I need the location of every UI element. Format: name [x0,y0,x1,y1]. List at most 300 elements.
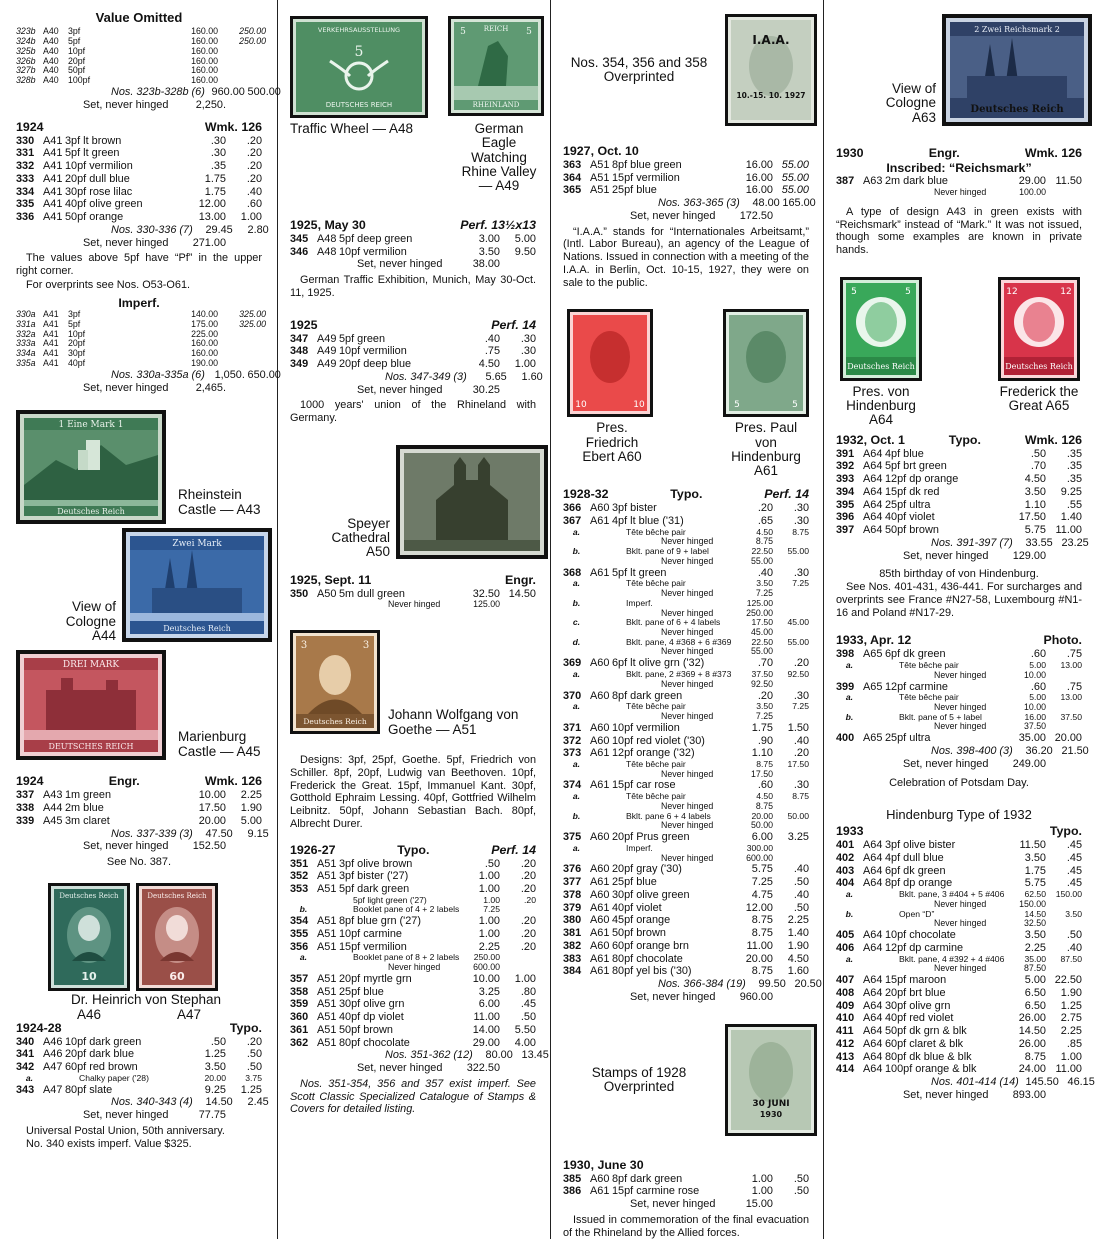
total-row [836,758,1082,771]
catalogue-number: 327b [16,65,36,76]
svg-text:5: 5 [460,27,466,37]
used-value: 1.40 [1060,511,1082,524]
used-value [500,953,536,963]
design-type: A61 [590,747,610,760]
catalogue-number: c. [572,617,581,628]
unused-value: 250.00 [473,952,500,963]
catalogue-row [290,333,536,346]
design-type: A64 [863,1012,883,1025]
never-hinged-row [836,964,1082,974]
description: 25pf ultra [885,498,931,511]
used-value: .85 [1066,1037,1082,1050]
issue-list-1930 [563,1173,809,1211]
unused-value: 3.50 [204,1061,226,1074]
used-value [773,1198,809,1211]
catalogue-number: 354 [290,915,309,928]
stamp-caption: Johann Wolfgang von Goethe — A51 [388,707,519,737]
description: 1m green [65,789,112,802]
stamp-image-ebert [567,309,653,417]
used-value [1046,671,1082,681]
description: 80pf slate [65,1083,113,1096]
used-value [1046,722,1082,732]
description: 50pf dk grn & blk [885,1025,967,1038]
stamp-figure-a46-a47 [16,883,262,1023]
design-type: A51 [590,184,610,197]
unused-value: 3.50 [1024,929,1046,942]
catalogue-number: a. [572,669,581,680]
design-type: A40 [43,55,59,66]
description: 80pf chocolate [612,952,683,965]
used-value: 150.00 [1055,889,1082,900]
catalogue-number: 340 [16,1035,35,1048]
unused-value: .70 [757,657,773,670]
catalogue-number: 385 [563,1172,582,1185]
used-value [226,1109,262,1122]
catalogue-number: 345 [290,232,309,245]
unused-value: 1.10 [751,747,773,760]
design-type [590,670,612,680]
description: 8pf dp orange [885,877,953,890]
used-value [218,57,266,67]
description: 40pf dp violet [339,1011,404,1024]
description: Bklt. pane of 5 + label [899,711,982,722]
used-value: 1.00 [514,972,536,985]
catalogue-row [836,732,1082,745]
catalogue-number: 373 [563,747,582,760]
used-value [773,712,809,722]
column-4 [828,0,1095,1239]
unused-value: 5.75 [1024,524,1046,537]
note: “I.A.A.” stands for “Internationales Arbeitsamt,” (Intl. Labor Bureau), an agency of the League of Nations. Issued in connection with a meeting of the I.A.A. in Berlin, Oct. 10-15, 1927, they were on sale to the public. [563,225,809,289]
total-row [563,978,822,991]
catalogue-number: 352 [290,870,309,883]
catalogue-number: a. [845,660,854,671]
issue-list-1930-engr [836,175,1082,198]
unused-value: 32.50 [472,587,500,600]
used-value: 1.00 [514,358,536,370]
design-type [590,628,612,638]
catalogue-number: a. [572,578,581,589]
catalogue-row [563,876,809,889]
description: Set, never hinged [630,209,716,222]
unused-value: 249.00 [1012,757,1046,770]
catalogue-number: 401 [836,839,855,852]
unused-value: 55.00 [750,646,773,657]
description: Nos. 347-349 (3) [385,370,467,383]
unused-value: 8.75 [755,800,773,811]
total-row [16,840,262,853]
unused-value: 48.00 [752,197,780,210]
used-value [1046,550,1082,563]
design-type: A41 [43,328,59,339]
catalogue-number [836,1076,863,1089]
svg-text:DEUTSCHES REICH: DEUTSCHES REICH [48,742,134,752]
design-type [863,1089,885,1102]
design-type [863,703,885,713]
unused-value: 600.00 [746,852,773,863]
catalogue-number: a. [572,759,581,769]
unused-value: 129.00 [1012,549,1046,562]
catalogue-number: 335 [16,198,35,211]
design-type: A51 [590,158,610,171]
design-type: A61 [590,952,610,965]
unused-value: .50 [1030,447,1046,460]
unused-value: 1.25 [204,1048,226,1061]
description: Nos. 391-397 (7) [931,536,1013,549]
catalogue-row [563,159,809,172]
catalogue-number: 349 [290,358,309,370]
unused-value: 1.75 [204,185,226,198]
used-value: .20 [520,927,536,940]
total-row [290,1062,536,1075]
design-type: A64 [863,1025,883,1038]
svg-text:REICH: REICH [483,25,509,33]
catalogue-row [16,147,262,160]
used-value: 21.50 [1061,745,1089,758]
catalogue-number [16,369,43,382]
unused-value: 14.50 [205,1096,233,1109]
description: 5pf lt green [612,566,667,579]
stamp-caption: German Eagle Watching Rhine Valley — A49 [461,121,537,194]
printing-method: Typo. [670,487,703,502]
catalogue-number: 369 [563,657,582,670]
svg-text:10: 10 [575,400,587,411]
catalogue-number: 335a [16,358,36,369]
unused-value: 16.00 [745,184,773,197]
design-type: A51 [317,998,337,1011]
note: 1000 years' union of the Rhineland with Germany. [290,399,536,424]
issue-list-1924 [16,134,269,250]
unused-value: 1,050. [214,368,245,381]
design-type: A64 [863,974,883,987]
description: Set, never hinged [903,757,989,770]
catalogue-number: 331 [16,147,35,160]
description: Tête bêche pair [626,759,686,769]
catalogue-number [836,722,863,732]
unused-value: 1.00 [478,927,500,940]
catalogue-row [836,499,1082,512]
used-value: .20 [793,657,809,670]
design-type: A60 [590,734,610,747]
unused-value: 99.50 [758,978,786,991]
catalogue-row [836,987,1082,1000]
catalogue-number: 380 [563,914,582,927]
description: Never hinged [934,963,987,974]
unused-value: 47.50 [205,827,233,840]
unused-value: 6.50 [1024,986,1046,999]
used-value: .30 [793,689,809,702]
inscribed-heading: Inscribed: “Reichsmark” [886,160,1032,175]
design-type [317,258,339,271]
design-type: A65 [863,732,883,745]
stamp-caption: Stamps of 1928 Overprinted [591,1064,687,1094]
used-value [1046,188,1082,198]
used-value: 1.90 [240,802,262,815]
catalogue-row [563,515,809,528]
unused-value: 225.00 [191,328,218,339]
design-type [43,1096,65,1109]
description: 10pf red violet ('30) [612,734,705,747]
used-value: .20 [246,1035,262,1048]
svg-text:5: 5 [851,286,857,297]
printing-method: Photo. [1043,633,1082,648]
used-value [773,647,809,657]
watermark: Wmk. 126 [1024,432,1082,447]
catalogue-number: b. [299,904,308,915]
design-type: A41 [43,172,63,185]
overprint-figure-iaa [563,10,809,138]
design-type [863,955,885,965]
catalogue-row [290,233,536,246]
catalogue-number [563,1198,590,1211]
used-value: 1.50 [787,721,809,734]
stamp-caption: Pres. Paul von Hindenburg A61 [731,420,801,479]
catalogue-number: 361 [290,1023,309,1036]
section-1932 [836,432,1089,620]
used-value: .40 [246,185,262,198]
catalogue-row [290,986,536,999]
used-value: 45.00 [787,617,809,628]
unused-value: 172.50 [739,209,773,222]
svg-text:5: 5 [354,44,364,60]
used-value: 11.00 [1055,524,1082,537]
catalogue-row [836,1051,1082,1064]
used-value: 3.25 [787,831,809,844]
used-value: .20 [246,134,262,147]
never-hinged-row [836,188,1082,198]
printing-method: Typo. [229,1020,262,1035]
description: 80pf yel bis ('30) [612,965,692,978]
unused-value: 12.00 [745,901,773,914]
catalogue-number: 368 [563,566,582,579]
design-type: A48 [317,245,337,258]
description: Nos. 398-400 (3) [931,745,1013,758]
svg-text:5: 5 [792,400,798,411]
description: 8pf blue green [612,158,682,171]
description: 15pf maroon [885,974,947,987]
catalogue-row [290,998,536,1011]
catalogue-number: 395 [836,498,855,511]
catalogue-number: 403 [836,864,855,877]
catalogue-number: b. [572,597,581,608]
catalogue-row [16,160,262,173]
never-hinged-row [836,671,1082,681]
used-value: 9.50 [514,245,536,258]
unused-value: 92.50 [750,678,773,689]
unused-value: 24.00 [1018,1063,1046,1076]
catalogue-number: 351 [290,857,309,870]
total-row [836,536,1089,550]
total-row [563,197,816,210]
unused-value: .90 [757,734,773,747]
catalogue-number: 337 [16,789,35,802]
catalogue-number: 367 [563,515,582,527]
unused-value: 26.00 [1018,1012,1046,1025]
used-value: 1.60 [521,370,543,383]
unused-value: 22.50 [751,636,773,647]
unused-value: 271.00 [192,236,226,249]
description: Set, never hinged [83,381,169,394]
svg-text:10.-15. 10. 1927: 10.-15. 10. 1927 [736,91,806,100]
catalogue-row [836,1038,1082,1051]
catalogue-number: 372 [563,734,582,747]
used-value [1046,1089,1082,1102]
design-type: A41 [43,160,63,173]
unused-value: 17.50 [198,802,226,815]
used-value: .50 [793,1172,809,1185]
catalogue-row [290,345,536,358]
used-value: 87.50 [1060,953,1082,964]
description: 15pf vermilion [339,940,407,953]
used-value: 20.00 [1054,732,1082,745]
description: Nos. 337-339 (3) [111,827,193,840]
total-row [16,368,281,382]
catalogue-number [836,745,863,758]
description: 40pf [68,358,86,369]
catalogue-number: 386 [563,1185,582,1198]
used-value [226,237,262,250]
catalogue-number: 346 [290,245,309,258]
used-value: 4.00 [514,1036,536,1049]
unused-value: 8.75 [751,927,773,940]
unused-value: 1.10 [1024,498,1046,511]
description: Bklt. pane of 9 + label [626,546,709,557]
unused-value: 2.25 [1024,941,1046,954]
used-value: 165.00 [782,197,816,210]
note: See Nos. 401-431, 436-441. For surcharges and overprints see France #N27-58, Luxembourg #N1-16 and Poland #N17-29. [836,581,1082,619]
used-value [773,854,809,864]
design-type: A64 [863,460,883,473]
catalogue-number: 356 [290,940,309,953]
design-type: A61 [590,566,610,579]
description: 10pf vermilion [612,721,680,734]
never-hinged-row [836,919,1082,929]
unused-value: 3.50 [1024,851,1046,864]
unused-value: 4.50 [478,358,500,370]
design-type: A49 [317,358,337,370]
catalogue-number: 366 [563,502,582,515]
description: Never hinged [388,961,441,972]
issue-list-1924-engr [16,789,269,853]
unused-value: 190.00 [191,358,218,369]
description: 60pf claret & blk [885,1037,964,1050]
description: 5pf brt green [885,460,947,473]
description: 3pf bister [612,502,657,515]
description: 12pf dp carmine [885,941,964,954]
unused-value: 5.00 [1024,974,1046,987]
design-type [863,900,885,910]
total-row [563,210,809,223]
design-type [317,600,339,610]
stamp-figure-a50 [290,445,536,575]
catalogue-number [563,854,590,864]
used-value: .35 [1066,473,1082,486]
catalogue-row [836,865,1082,878]
unused-value: .50 [210,1035,226,1048]
catalogue-row [290,858,536,871]
catalogue-number: 348 [290,345,309,358]
catalogue-row [16,1048,262,1061]
unused-value: .35 [210,160,226,173]
unused-value: 100.00 [1019,187,1046,198]
unused-value: 14.50 [1024,908,1046,919]
unused-value: 20.00 [751,810,773,821]
catalogue-row [563,502,809,515]
catalogue-number: 383 [563,952,582,965]
design-type: A45 [43,814,63,827]
unused-value: 10.00 [1023,669,1046,680]
unused-value: 152.50 [192,840,226,853]
stamp-figure-a48-a49 [290,10,537,194]
unused-value: 1.00 [478,883,500,896]
catalogue-number [836,550,863,563]
used-value: 325.00 [239,308,266,319]
unused-value: 6.00 [478,998,500,1011]
catalogue-number: 332a [16,328,36,339]
used-value [500,905,536,915]
description: 10pf vermilion [65,160,133,173]
catalogue-number: 331a [16,318,36,329]
used-value [773,680,809,690]
design-type: A64 [863,941,883,954]
catalogue-number [290,963,317,973]
used-value [218,66,266,76]
stamp-caption: Frederick the Great A65 [999,383,1079,414]
unused-value: 14.50 [1018,1025,1046,1038]
design-type [317,905,339,915]
description: 4pf blue [885,447,924,460]
description: Never hinged [661,646,714,657]
note: German Traffic Exhibition, Munich, May 30-Oct. 11, 1925. [290,274,536,299]
catalogue-row [290,1011,536,1024]
svg-text:30 JUNI: 30 JUNI [752,1098,790,1109]
svg-text:1 Eine Mark 1: 1 Eine Mark 1 [58,420,124,431]
description: 30pf olive green [612,888,690,901]
unused-value: 300.00 [746,842,773,853]
design-type: A49 [317,332,337,345]
catalogue-number: 393 [836,473,855,486]
unused-value: .60 [1030,648,1046,661]
used-value: 14.50 [508,587,536,600]
description: Set, never hinged [357,258,443,271]
design-type [590,854,612,864]
catalogue-row [16,198,262,211]
unused-value: 10.00 [472,972,500,985]
description: Nos. 340-343 (4) [111,1096,193,1109]
used-value: 22.50 [1054,974,1082,987]
unused-value: 13.00 [198,211,226,224]
catalogue-number [563,991,590,1004]
description: 3pf [68,308,81,319]
design-type [43,369,65,382]
design-type: A51 [317,870,337,883]
design-type [590,844,612,854]
used-value [500,963,536,973]
column-divider-1 [277,0,278,1239]
catalogue-row [836,486,1082,499]
catalogue-row [836,473,1082,486]
printing-method: Typo. [1049,824,1082,839]
design-type [590,599,612,609]
used-value: 250.00 [239,26,266,37]
description: 25pf blue [612,184,657,197]
unused-value: 38.00 [472,258,500,271]
catalogue-number: 358 [290,985,309,998]
catalogue-row [563,831,809,844]
unused-value: .30 [210,147,226,160]
description: Tête bêche pair [626,578,686,589]
design-type [43,86,65,99]
